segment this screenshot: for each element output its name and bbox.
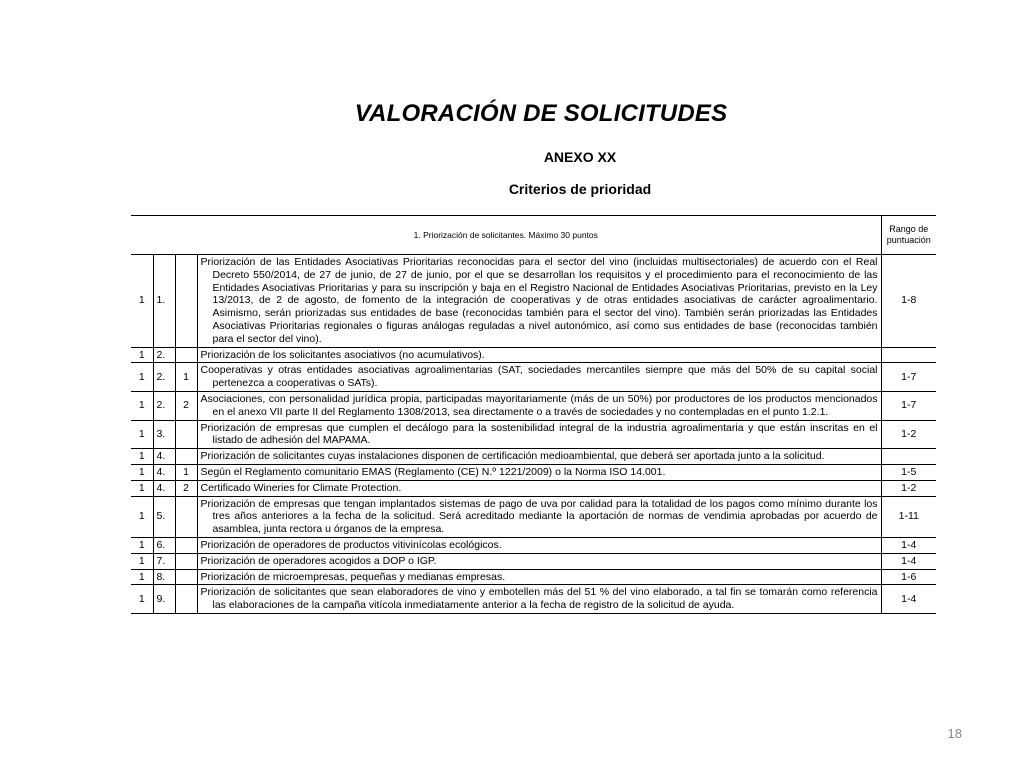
criterion-number: 2. (153, 363, 175, 392)
score-range: 1-8 (881, 255, 936, 348)
criteria-table (131, 216, 936, 614)
criterion-text: Priorización de las Entidades Asociativas Prioritarias reconocidas para el sector del vino (incluidas multisectoriales) de acuerdo con el Real Decreto 550/2014, de 27 de junio, de 27 de junio, por el que se desarrollan los requisitos y el procedimiento para el reconocimiento de las Entidades Asociativas Prioritarias y para su inscripción y baja en el Registro Nacional de Entidades Asociativas Prioritarias, previsto en la Ley 13/2013, de 2 de agosto, de fomento de la integración de cooperativas y de otras entidades asociativas de carácter agroalimentario. Asimismo, serán priorizadas sus entidades de base (reconocidas también para el sector del vino). También serán priorizadas las Entidades Asociativas Prioritarias regionales o figuras análogas reguladas a nivel autonómico, así como sus entidades de base (reconocidas también para el sector del vino). (200, 256, 878, 345)
criterion-description (197, 585, 881, 614)
criterion-group: 1 (131, 347, 153, 363)
criterion-text: Certificado Wineries for Climate Protection. (200, 481, 402, 494)
criterion-group: 1 (131, 449, 153, 465)
page-number: 18 (947, 726, 962, 741)
criterion-group: 1 (131, 553, 153, 569)
criterion-description (197, 537, 881, 553)
criterion-subnumber: 2 (175, 391, 197, 420)
criterion-subnumber: 1 (175, 363, 197, 392)
table-row (131, 464, 936, 480)
criterion-number: 6. (153, 537, 175, 553)
table-row (131, 480, 936, 496)
criterion-description (197, 464, 881, 480)
table-header-row (131, 216, 936, 255)
score-range: 1-4 (881, 585, 936, 614)
criterion-group: 1 (131, 464, 153, 480)
criterion-subnumber (175, 449, 197, 465)
score-range: 1-2 (881, 420, 936, 449)
score-range: 1-2 (881, 480, 936, 496)
score-range: 1-4 (881, 537, 936, 553)
criterion-number: 8. (153, 569, 175, 585)
criterion-description (197, 553, 881, 569)
criterion-number: 3. (153, 420, 175, 449)
criterion-group: 1 (131, 391, 153, 420)
criterion-text: Priorización de operadores acogidos a DOP o IGP. (200, 554, 437, 567)
criterion-description (197, 449, 881, 465)
criterion-subnumber (175, 553, 197, 569)
criterion-number: 2. (153, 391, 175, 420)
criterion-text: Priorización de microempresas, pequeñas y medianas empresas. (200, 570, 506, 583)
criterion-number: 7. (153, 553, 175, 569)
criterion-text: Asociaciones, con personalidad jurídica propia, participadas mayoritariamente (más de un 50%) por productores de los productos mencionados en el anexo VII parte II del Reglamento 1308/2013, sea directamente o a través de sociedades y no contempladas en el punto 1.2.1. (200, 392, 878, 418)
criterion-number: 1. (153, 255, 175, 348)
score-range (881, 347, 936, 363)
score-range (881, 449, 936, 465)
criterion-number: 9. (153, 585, 175, 614)
criterion-subnumber (175, 420, 197, 449)
criterion-number: 5. (153, 496, 175, 537)
criterion-subnumber (175, 585, 197, 614)
criterion-group: 1 (131, 496, 153, 537)
criterion-number: 4. (153, 449, 175, 465)
criteria-heading: Criterios de prioridad (508, 181, 652, 197)
annex-heading: ANEXO XX (543, 149, 617, 165)
score-range: 1-11 (881, 496, 936, 537)
score-range: 1-7 (881, 363, 936, 392)
criterion-text: Priorización de operadores de productos vitivinícolas ecológicos. (200, 538, 502, 551)
score-range: 1-7 (881, 391, 936, 420)
table-row (131, 585, 936, 614)
criterion-group: 1 (131, 585, 153, 614)
criterion-description (197, 347, 881, 363)
criterion-group: 1 (131, 420, 153, 449)
criterion-subnumber (175, 255, 197, 348)
criterion-description (197, 391, 881, 420)
criterion-text: Según el Reglamento comunitario EMAS (Reglamento (CE) N.º 1221/2009) o la Norma ISO 14.001. (200, 465, 666, 478)
criterion-text: Priorización de empresas que cumplen el decálogo para la sostenibilidad integral de la industria agroalimentaria y que están inscritas en el listado de adhesión del MAPAMA. (200, 421, 878, 447)
table-row (131, 449, 936, 465)
criterion-subnumber (175, 496, 197, 537)
criterion-description (197, 420, 881, 449)
criterion-text: Priorización de solicitantes cuyas instalaciones disponen de certificación medioambiental, que deberá ser aportada junto a la solicitud. (200, 450, 825, 463)
table-row (131, 363, 936, 392)
criterion-text: Priorización de los solicitantes asociativos (no acumulativos). (200, 348, 485, 361)
criterion-group: 1 (131, 255, 153, 348)
criterion-number: 4. (153, 464, 175, 480)
criterion-description (197, 569, 881, 585)
criterion-text: Priorización de solicitantes que sean elaboradores de vino y embotellen más del 51 % del vino elaborado, a tal fin se tomarán como referencia las elaboraciones de la campaña vitícola inmediatamente anterior a la fecha de registro de la solicitud de ayuda. (200, 586, 878, 612)
criterion-subnumber: 2 (175, 480, 197, 496)
score-range: 1-6 (881, 569, 936, 585)
table-header-range: Rango de puntuación (881, 216, 936, 255)
slide-title: VALORACIÓN DE SOLICITUDES (354, 100, 728, 127)
criterion-subnumber (175, 537, 197, 553)
score-range: 1-5 (881, 464, 936, 480)
criterion-number: 2. (153, 347, 175, 363)
table-row (131, 420, 936, 449)
table-row (131, 537, 936, 553)
table-row (131, 569, 936, 585)
criterion-description (197, 363, 881, 392)
table-row (131, 496, 936, 537)
criterion-text: Cooperativas y otras entidades asociativas agroalimentarias (SAT, sociedades mercantiles siempre que más del 50% de su capital social pertenezca a cooperativas o SATs). (200, 364, 878, 390)
criterion-subnumber: 1 (175, 464, 197, 480)
criterion-subnumber (175, 347, 197, 363)
criterion-group: 1 (131, 480, 153, 496)
table-row (131, 391, 936, 420)
criterion-description (197, 496, 881, 537)
criterion-subnumber (175, 569, 197, 585)
criterion-description (197, 480, 881, 496)
table-row (131, 255, 936, 348)
table-header-title: 1. Priorización de solicitantes. Máximo 30 puntos (131, 216, 881, 255)
score-range: 1-4 (881, 553, 936, 569)
table-row (131, 553, 936, 569)
criterion-text: Priorización de empresas que tengan implantados sistemas de pago de uva por calidad para la totalidad de los pagos como mínimo durante los tres años anteriores a la fecha de la solicitud. Será acreditado mediante la aportación de normas de vendimia aprobadas por acuerdo de asamblea, junta rectora u órganos de la empresa. (200, 497, 878, 536)
criterion-description (197, 255, 881, 348)
criterion-group: 1 (131, 363, 153, 392)
criterion-group: 1 (131, 569, 153, 585)
criterion-group: 1 (131, 537, 153, 553)
table-row (131, 347, 936, 363)
criterion-number: 4. (153, 480, 175, 496)
